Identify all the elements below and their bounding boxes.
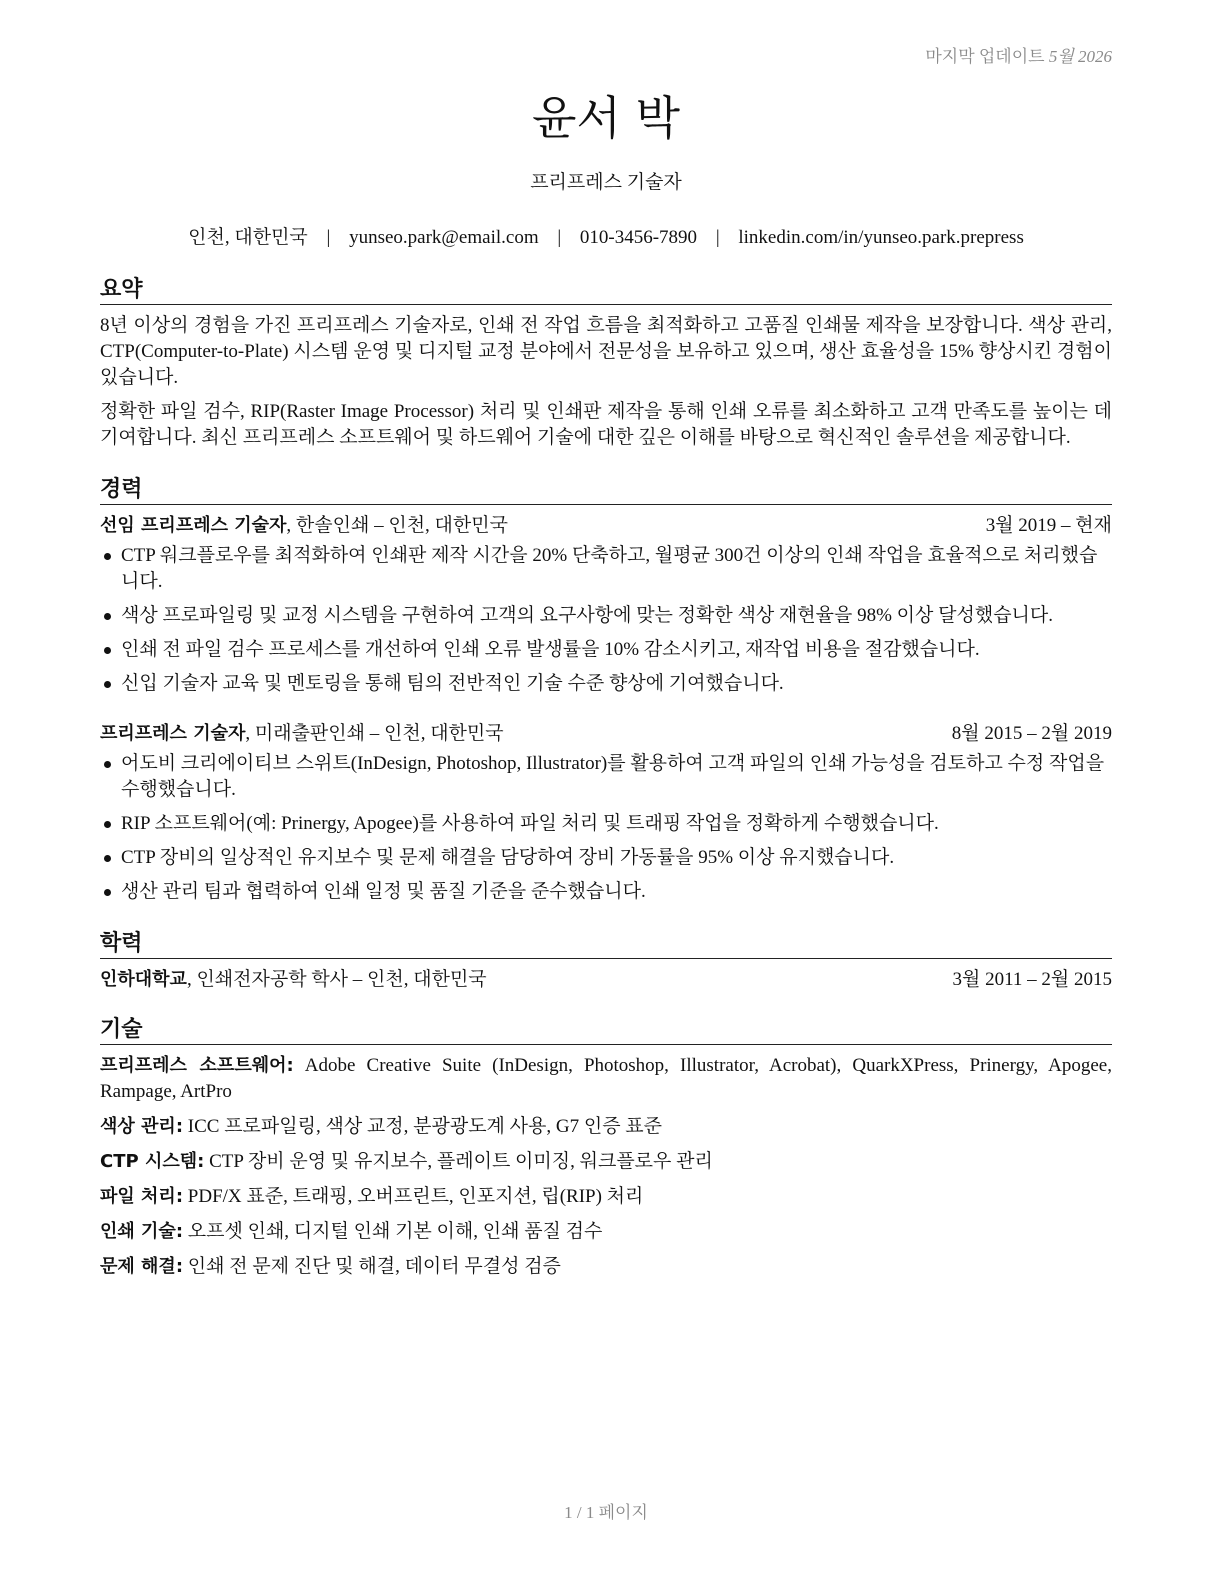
contact-separator: | [326,227,331,248]
job-organization: , 한솔인쇄 – 인천, 대한민국 [286,515,508,536]
resume-page [100,0,1112,1584]
contact-linkedin[interactable]: linkedin.com/in/yunseo.park.prepress [738,227,1024,248]
job-entry [100,513,1112,697]
skill-row [100,1114,1112,1140]
last-updated [925,44,1112,70]
skill-value: 인쇄 전 문제 진단 및 해결, 데이터 무결성 검증 [187,1256,561,1277]
experience-section [100,477,1112,913]
list-item: RIP 소프트웨어(예: Prinergy, Apogee)를 사용하여 파일 처리 및 트래핑 작업을 정확하게 수행했습니다. [100,811,1112,837]
job-dates: 3월 2019 – 현재 [985,515,1112,536]
degree-detail: , 인쇄전자공학 학사 – 인천, 대한민국 [186,969,487,990]
person-name: 윤서 박 [532,91,680,145]
job-organization: , 미래출판인쇄 – 인천, 대한민국 [245,723,504,744]
education-section [100,931,1112,993]
skill-label: 색상 관리: [100,1116,184,1137]
skill-value: CTP 장비 운영 및 유지보수, 플레이트 이미징, 워크플로우 관리 [209,1151,713,1172]
job-position: 선임 프리프레스 기술자 [100,515,287,536]
section-title: 학력 [100,931,1112,959]
skill-label: CTP 시스템: [100,1151,205,1172]
job-header [100,513,1112,539]
skill-label: 파일 처리: [100,1186,184,1207]
last-updated-label: 마지막 업데이트 [925,47,1045,66]
skill-value: Adobe Creative Suite (InDesign, Photoshop, Illustrator, Acrobat), QuarkXPress, Prinergy, Apogee, Rampage, ArtPro [100,1055,1112,1102]
job-title-line [100,721,504,747]
job-position: 프리프레스 기술자 [100,723,246,744]
job-entry [100,721,1112,905]
list-item: 생산 관리 팀과 협력하여 인쇄 일정 및 품질 기준을 준수했습니다. [100,879,1112,905]
list-item: CTP 워크플로우를 최적화하여 인쇄판 제작 시간을 20% 단축하고, 월평균 300건 이상의 인쇄 작업을 효율적으로 처리했습니다. [100,543,1112,595]
skill-row [100,1053,1112,1105]
list-item: CTP 장비의 일상적인 유지보수 및 문제 해결을 담당하여 장비 가동률을 95% 이상 유지했습니다. [100,845,1112,871]
skill-value: ICC 프로파일링, 색상 교정, 분광광도계 사용, G7 인증 표준 [187,1116,663,1137]
education-title-line [100,967,487,993]
contact-separator: | [715,227,720,248]
contact-phone: 010-3456-7890 [579,227,698,248]
skill-label: 문제 해결: [100,1256,184,1277]
skill-label: 인쇄 기술: [100,1221,184,1242]
skill-row [100,1219,1112,1245]
page-number: 1 / 1 페이지 [564,1503,648,1522]
skill-value: PDF/X 표준, 트래핑, 오버프린트, 인포지션, 립(RIP) 처리 [187,1186,644,1207]
skill-row [100,1149,1112,1175]
skill-value: 오프셋 인쇄, 디지털 인쇄 기본 이해, 인쇄 품질 검수 [187,1221,603,1242]
contact-email[interactable]: yunseo.park@email.com [349,227,539,248]
job-title-line [100,513,508,539]
list-item: 색상 프로파일링 및 교정 시스템을 구현하여 고객의 요구사항에 맞는 정확한 색상 재현율을 98% 이상 달성했습니다. [100,603,1112,629]
job-bullets [100,543,1112,697]
education-entry [100,967,1112,993]
skill-row [100,1184,1112,1210]
section-title: 기술 [100,1017,1112,1045]
skill-label: 프리프레스 소프트웨어: [100,1055,294,1076]
skill-row [100,1254,1112,1280]
summary-paragraph: 8년 이상의 경험을 가진 프리프레스 기술자로, 인쇄 전 작업 흐름을 최적화하고 고품질 인쇄물 제작을 보장합니다. 색상 관리, CTP(Computer-to-Plate) 시스템 운영 및 디지털 교정 분야에서 전문성을 보유하고 있으며, 생산 효율성을 15% 향상시킨 경험이 있습니다. [100,315,1112,388]
contact-location: 인천, 대한민국 [188,227,308,248]
job-bullets [100,751,1112,905]
list-item: 신입 기술자 교육 및 멘토링을 통해 팀의 전반적인 기술 수준 향상에 기여했습니다. [100,671,1112,697]
school-name: 인하대학교 [100,969,187,990]
skills-section [100,1017,1112,1289]
summary-section [100,277,1112,459]
job-role: 프리프레스 기술자 [530,172,682,193]
contact-line [100,225,1112,251]
summary-paragraph: 정확한 파일 검수, RIP(Raster Image Processor) 처리 및 인쇄판 제작을 통해 인쇄 오류를 최소화하고 고객 만족도를 높이는 데 기여합니다. 최신 프리프레스 소프트웨어 및 하드웨어 기술에 대한 깊은 이해를 바탕으로 혁신적인 솔루션을 제공합니다. [100,401,1112,448]
last-updated-date: 5월 2026 [1048,47,1112,66]
education-dates: 3월 2011 – 2월 2015 [952,969,1112,990]
job-header [100,721,1112,747]
section-title: 요약 [100,277,1112,305]
job-dates: 8월 2015 – 2월 2019 [951,723,1112,744]
section-title: 경력 [100,477,1112,505]
list-item: 어도비 크리에이티브 스위트(InDesign, Photoshop, Illustrator)를 활용하여 고객 파일의 인쇄 가능성을 검토하고 수정 작업을 수행했습니다. [100,751,1112,803]
list-item: 인쇄 전 파일 검수 프로세스를 개선하여 인쇄 오류 발생률을 10% 감소시키고, 재작업 비용을 절감했습니다. [100,637,1112,663]
contact-separator: | [557,227,562,248]
